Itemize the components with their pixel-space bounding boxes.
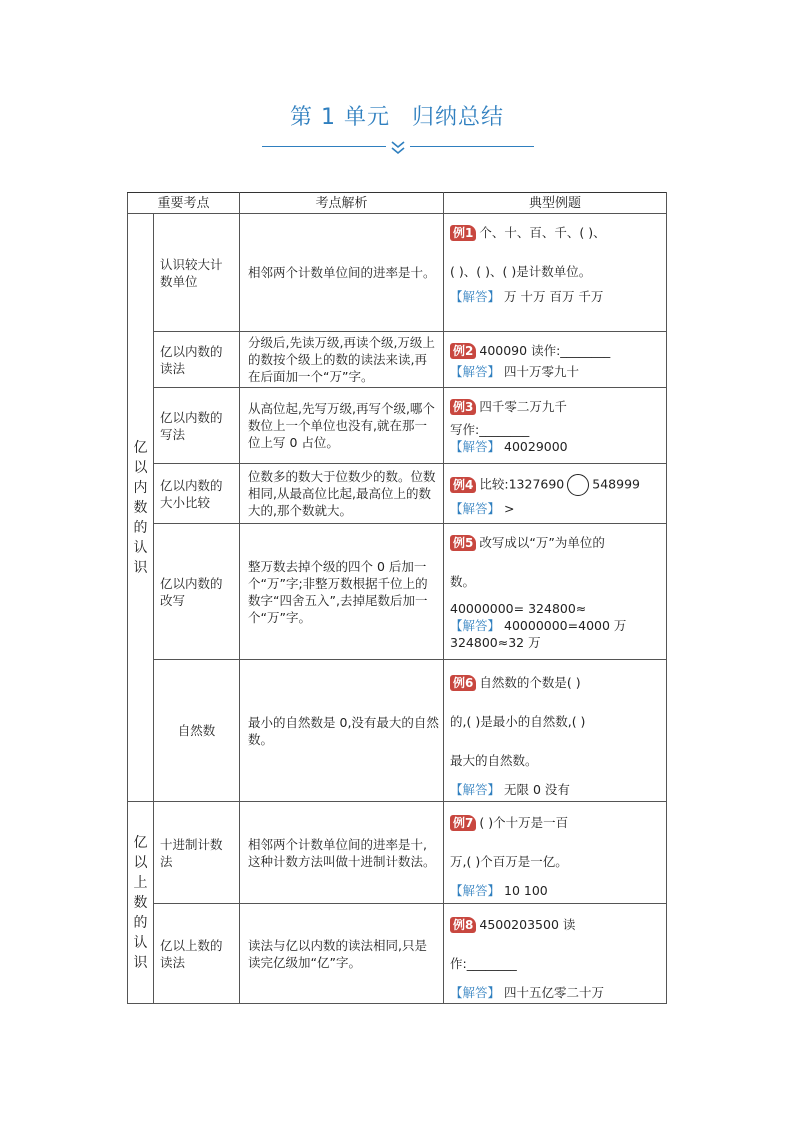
analysis: 相邻两个计数单位间的进率是十,这种计数方法叫做十进制计数法。 (240, 802, 444, 904)
title-topic: 归纳总结 (411, 105, 504, 130)
page-title (0, 100, 794, 131)
title-divider (262, 140, 534, 156)
analysis: 相邻两个计数单位间的进率是十。 (240, 214, 444, 332)
example: 例2 400090 读作:________ 【解答】 四十万零九十 (444, 332, 667, 388)
table-header-row (128, 193, 667, 214)
header-example: 典型例题 (444, 193, 667, 214)
key-point: 亿以内数的读法 (154, 332, 240, 388)
table-row (128, 524, 667, 660)
table-row (128, 388, 667, 464)
category-within-100-million: 亿以内数的认识 (128, 214, 154, 802)
table-row (128, 214, 667, 332)
analysis: 整万数去掉个级的四个 0 后加一个“万”字;非整万数根据千位上的数字“四舍五入”,去掉尾数后加一个“万”字。 (240, 524, 444, 660)
key-point: 认识较大计数单位 (154, 214, 240, 332)
key-point: 十进制计数法 (154, 802, 240, 904)
compare-circle[interactable] (567, 474, 589, 496)
analysis: 分级后,先读万级,再读个级,万级上的数按个级上的数的读法来读,再在后面加一个“万”字。 (240, 332, 444, 388)
header-analysis: 考点解析 (240, 193, 444, 214)
example: 例3 四千零二万九千 写作:________ 【解答】 40029000 (444, 388, 667, 464)
table-row (128, 464, 667, 524)
key-point: 亿以内数的大小比较 (154, 464, 240, 524)
chevron-down-icon (390, 140, 406, 156)
analysis: 从高位起,先写万级,再写个级,哪个数位上一个单位也没有,就在那一位上写 0 占位。 (240, 388, 444, 464)
summary-table (127, 192, 667, 1004)
table-row (128, 904, 667, 1004)
example: 例4 比较:1327690 548999 【解答】 > (444, 464, 667, 524)
analysis: 位数多的数大于位数少的数。位数相同,从最高位比起,最高位上的数大的,那个数就大。 (240, 464, 444, 524)
key-point: 亿以内数的写法 (154, 388, 240, 464)
analysis: 最小的自然数是 0,没有最大的自然数。 (240, 660, 444, 802)
category-above-100-million: 亿以上数的认识 (128, 802, 154, 1004)
example-badge: 例1 (450, 225, 476, 241)
table-row (128, 332, 667, 388)
header-key-point: 重要考点 (128, 193, 240, 214)
key-point: 亿以内数的改写 (154, 524, 240, 660)
analysis: 读法与亿以内数的读法相同,只是读完亿级加“亿”字。 (240, 904, 444, 1004)
key-point: 自然数 (154, 660, 240, 802)
title-unit: 第 1 单元 (290, 105, 390, 130)
table-row (128, 802, 667, 904)
example: 例5 改写成以“万”为单位的 数。 40000000= 324800≈ 【解答】 40000000=4000 万 324800≈32 万 (444, 524, 667, 660)
key-point: 亿以上数的读法 (154, 904, 240, 1004)
example: 例1 个、十、百、千、( )、 ( )、( )、( )是计数单位。 【解答】 万 十万 百万 千万 (444, 214, 667, 332)
example: 例6 自然数的个数是( ) 的,( )是最小的自然数,( ) 最大的自然数。 【解答】 无限 0 没有 (444, 660, 667, 802)
example: 例7 ( )个十万是一百 万,( )个百万是一亿。 【解答】 10 100 (444, 802, 667, 904)
table-row (128, 660, 667, 802)
example: 例8 4500203500 读 作:________ 【解答】 四十五亿零二十万 (444, 904, 667, 1004)
